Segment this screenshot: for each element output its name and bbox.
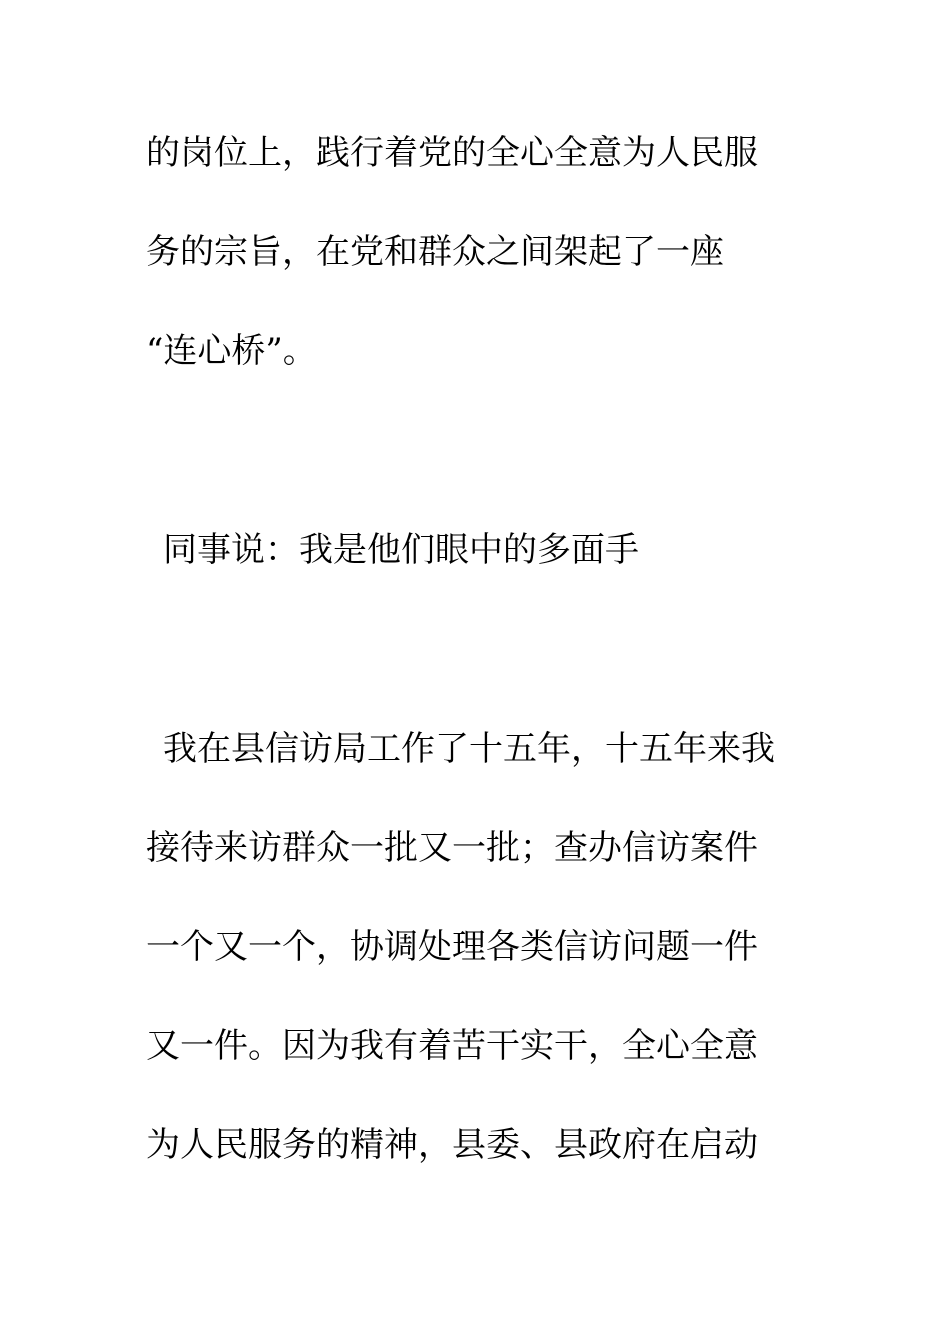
paragraph-line: 一个又一个，协调处理各类信访问题一件 [146,927,758,967]
paragraph-line: “连心桥”。 [146,331,317,371]
section-heading: 同事说：我是他们眼中的多面手 [163,530,639,570]
paragraph-line: 接待来访群众一批又一批；查办信访案件 [146,828,758,868]
paragraph-line: 的岗位上，践行着党的全心全意为人民服 [146,133,758,173]
paragraph-line: 又一件。因为我有着苦干实干，全心全意 [146,1026,758,1066]
paragraph-line: 为人民服务的精神，县委、县政府在启动 [146,1125,758,1165]
paragraph-line: 我在县信访局工作了十五年，十五年来我 [163,729,775,769]
paragraph-line: 务的宗旨，在党和群众之间架起了一座 [146,232,724,272]
